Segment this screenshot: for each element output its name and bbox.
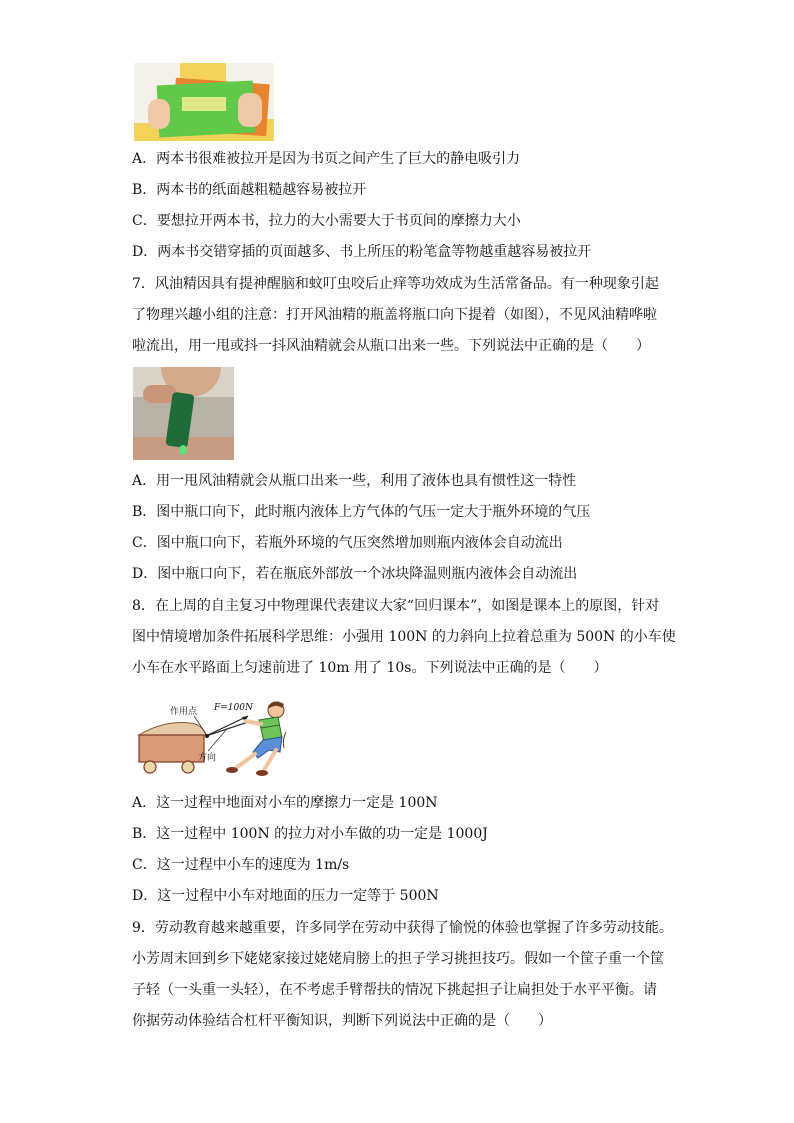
- boy-shoe-front: [256, 770, 268, 776]
- q7-stem-line-2: 了物理兴趣小组的注意：打开风油精的瓶盖将瓶口向下提着（如图），不见风油精哗啦: [132, 307, 657, 323]
- q9-stem-line-2: 小芳周末回到乡下姥姥家接过姥姥肩膀上的担子学习挑担技巧。假如一个筐子重一个筐: [132, 951, 664, 967]
- cart-wheel-left: [144, 761, 156, 773]
- q6-option-c: C．要想拉开两本书，拉力的大小需要大于书页间的摩擦力大小: [132, 213, 521, 229]
- cart-pulling-diagram: [136, 694, 296, 780]
- q6-option-d: D．两本书交错穿插的页面越多、书上所压的粉笔盒等物越重越容易被拉开: [132, 244, 592, 260]
- q7-option-d: D．图中瓶口向下，若在瓶底外部放一个冰块降温则瓶内液体会自动流出: [132, 566, 578, 582]
- q9-stem-line-1: 9．劳动教育越来越重要，许多同学在劳动中获得了愉悦的体验也掌握了许多劳动技能。: [132, 920, 673, 936]
- boy-arm: [246, 721, 261, 724]
- q7-stem-line-1: 7．风油精因具有提神醒脑和蚊叮虫咬后止痒等功效成为生活常备品。有一种现象引起: [132, 276, 659, 292]
- q8-option-d: D．这一过程中小车对地面的压力一定等于 500N: [132, 888, 439, 904]
- q6-option-b: B．两本书的纸面越粗糙越容易被拉开: [132, 182, 367, 198]
- q7-option-c: C．图中瓶口向下，若瓶外环境的气压突然增加则瓶内液体会自动流出: [132, 535, 563, 551]
- q7-option-a: A．用一甩风油精就会从瓶口出来一些，利用了液体也具有惯性这一特性: [132, 473, 577, 489]
- rope: [206, 722, 248, 736]
- cart-wheel-right: [182, 761, 194, 773]
- label-application-point: 作用点: [170, 707, 198, 717]
- q8-stem-line-1: 8．在上周的自主复习中物理课代表建议大家“回归课本”，如图是课本上的原图，针对: [132, 598, 660, 614]
- q9-stem-line-4: 你据劳动体验结合杠杆平衡知识，判断下列说法中正确的是（ ）: [132, 1013, 552, 1029]
- cart-load: [139, 723, 206, 736]
- q8-stem-line-3: 小车在水平路面上匀速前进了 10m 用了 10s。下列说法中正确的是（ ）: [132, 660, 608, 676]
- q8-option-a: A．这一过程中地面对小车的摩擦力一定是 100N: [132, 795, 438, 811]
- oil-bottle-photo: [133, 367, 234, 460]
- boy-leg-front: [264, 750, 276, 770]
- label-force: F=100N: [214, 703, 253, 713]
- books-photo: [134, 63, 274, 141]
- cart-body: [139, 735, 204, 762]
- q7-stem-line-3: 啦流出，用一甩或抖一抖风油精就会从瓶口出来一些。下列说法中正确的是（ ）: [132, 338, 650, 354]
- q8-option-c: C．这一过程中小车的速度为 1m/s: [132, 857, 350, 873]
- boy-shorts: [253, 737, 282, 758]
- force-arrow: [208, 716, 248, 735]
- boy-leg-back: [236, 754, 255, 768]
- label-direction: 方向: [198, 753, 217, 763]
- boy-shoe-back: [226, 767, 238, 773]
- application-point: [205, 734, 209, 738]
- q9-stem-line-3: 子轻（一头重一头轻），在不考虑手臂帮扶的情况下挑起担子让扁担处于水平平衡。请: [132, 982, 657, 998]
- boy-tail-line: [283, 732, 286, 748]
- q7-option-b: B．图中瓶口向下，此时瓶内液体上方气体的气压一定大于瓶外环境的气压: [132, 504, 591, 520]
- q6-option-a: A．两本书很难被拉开是因为书页之间产生了巨大的静电吸引力: [132, 151, 521, 167]
- q8-stem-line-2: 图中情境增加条件拓展科学思维：小强用 100N 的力斜向上拉着总重为 500N 的小车使: [132, 629, 676, 645]
- q8-option-b: B．这一过程中 100N 的拉力对小车做的功一定是 1000J: [132, 826, 488, 842]
